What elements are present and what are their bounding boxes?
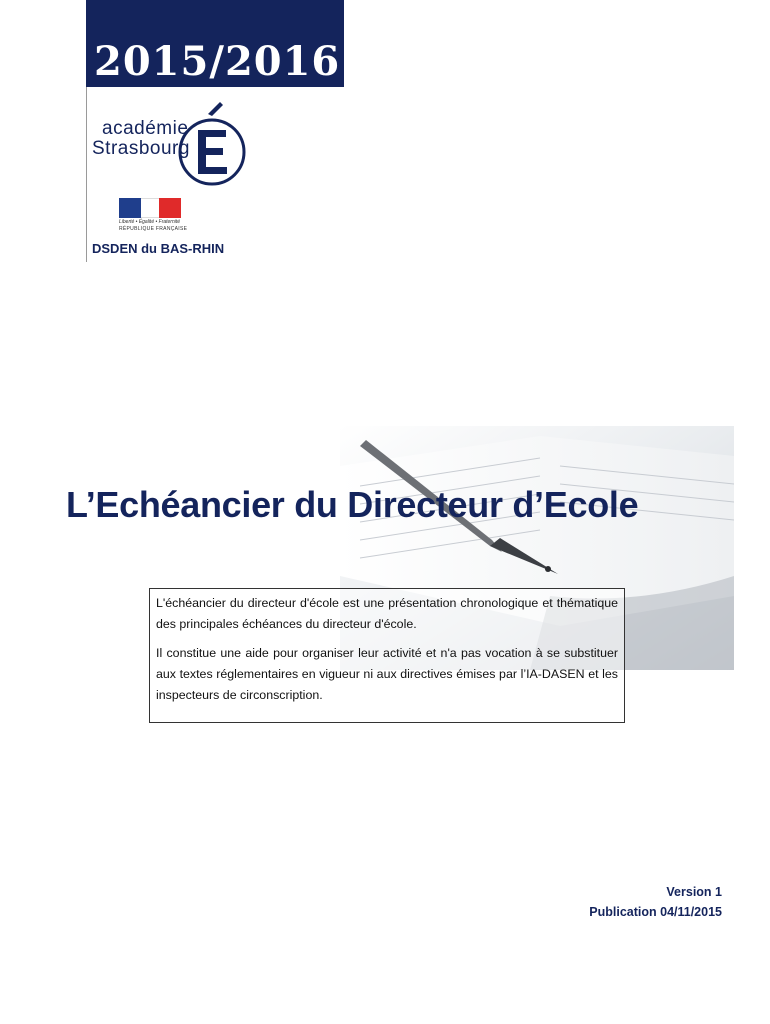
version-block — [589, 882, 722, 922]
marianne-republic: RÉPUBLIQUE FRANÇAISE — [119, 226, 188, 232]
logo-line-academie: académie — [102, 118, 189, 139]
document-title: L’Echéancier du Directeur d’Ecole — [66, 484, 639, 525]
intro-box — [149, 588, 625, 723]
version-label: Version 1 — [666, 885, 722, 899]
department-label: DSDEN du BAS-RHIN — [92, 241, 225, 256]
flag-icon — [119, 198, 181, 218]
marianne-logo — [119, 198, 188, 234]
academie-logo — [92, 96, 252, 192]
intro-paragraph-2: Il constitue une aide pour organiser leur activité et n'a pas vocation à se substituer aux textes réglementaires en vigueur ni aux directives émises par l’IA-DASEN et les inspecteurs de circonscription. — [156, 646, 618, 702]
marianne-motto: Liberté • Égalité • Fraternité — [119, 219, 181, 225]
logo-line-strasbourg: Strasbourg — [92, 138, 190, 159]
year-label: 2015/2016 — [94, 38, 341, 85]
academie-e-emblem-icon — [168, 96, 252, 192]
header-divider — [86, 87, 87, 262]
year-banner — [86, 0, 344, 87]
publication-date: Publication 04/11/2015 — [589, 905, 722, 919]
intro-paragraph-1: L'échéancier du directeur d'école est une présentation chronologique et thématique des principales échéances du directeur d'école. — [156, 596, 618, 631]
